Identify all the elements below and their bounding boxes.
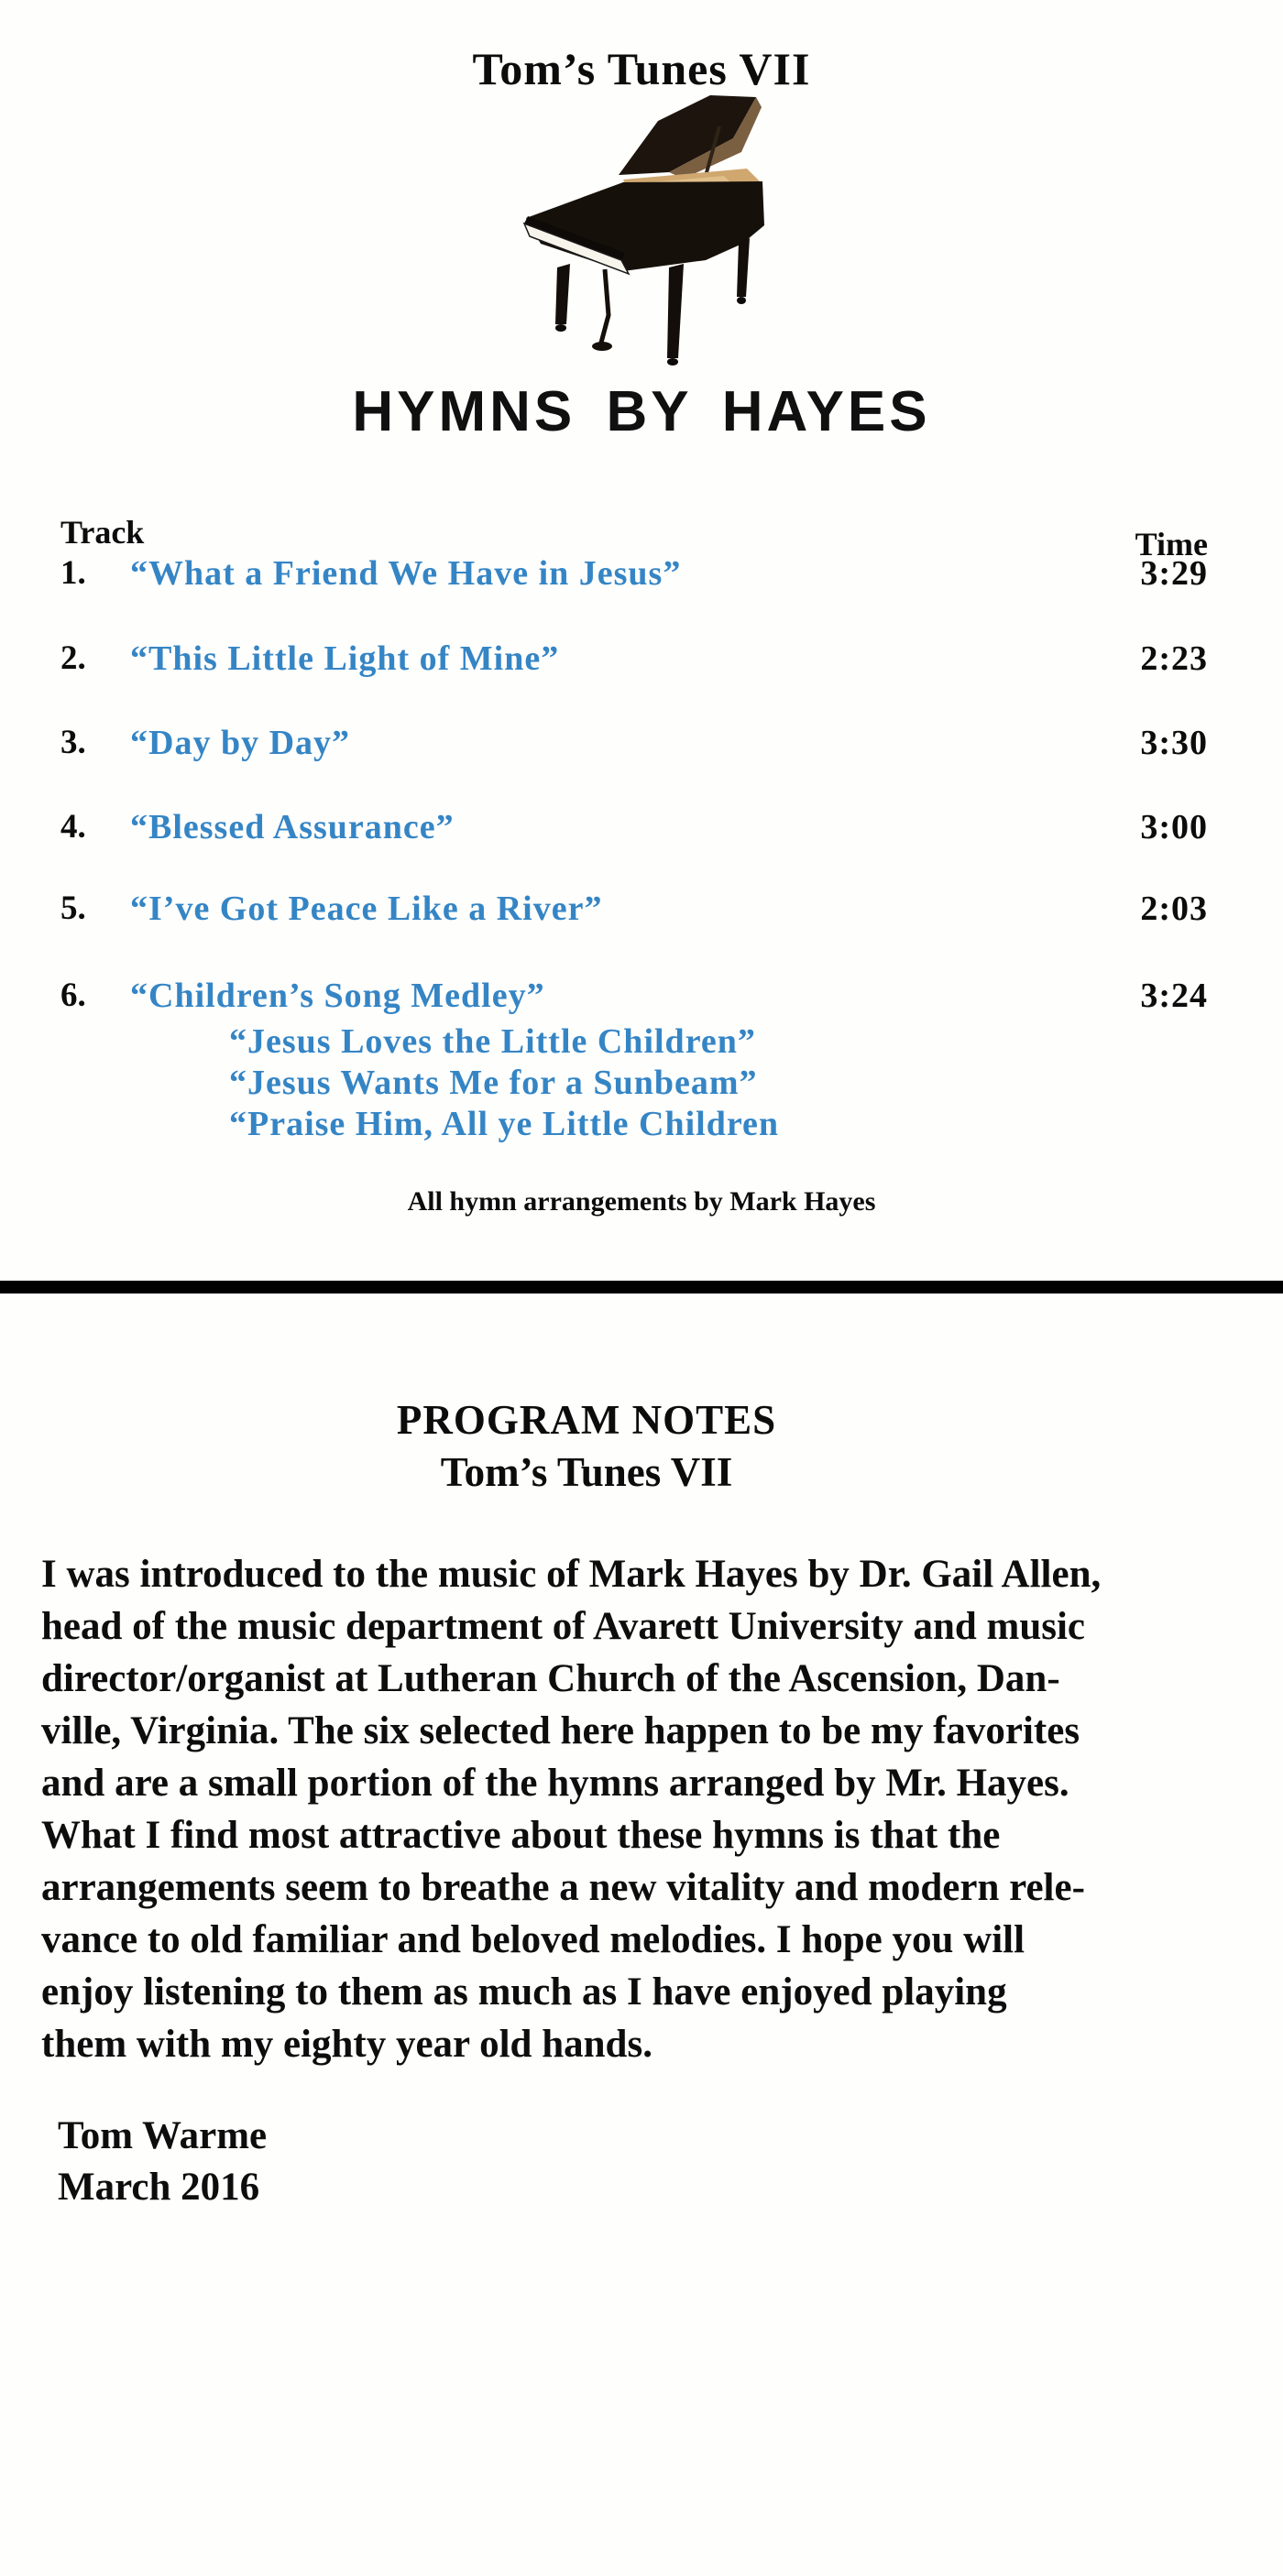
program-notes-subheading: Tom’s Tunes VII [440, 1449, 733, 1495]
track-number: 5. [60, 890, 86, 927]
signature-block [58, 2111, 267, 2213]
track-title: “Children’s Song Medley” [130, 977, 545, 1015]
medley-subline: “Praise Him, All ye Little Children [229, 1105, 780, 1143]
paragraph-line: What I find most attractive about these hymns is that the [41, 1814, 1001, 1857]
track-row [0, 553, 1283, 599]
paragraph-line: them with my eighty year old hands. [41, 2023, 652, 2066]
track-row [0, 807, 1283, 853]
medley-subline: “Jesus Wants Me for a Sunbeam” [229, 1064, 758, 1102]
track-title: “I’ve Got Peace Like a River” [130, 890, 603, 928]
track-column-header: Track [60, 514, 145, 551]
track-number: 3. [60, 724, 86, 761]
medley-subline: “Jesus Loves the Little Children” [229, 1022, 756, 1061]
paragraph-line: ville, Virginia. The six selected here happen to be my favorites [41, 1709, 1080, 1752]
main-title: HYMNS BY HAYES [352, 380, 931, 443]
track-title: “This Little Light of Mine” [130, 639, 560, 678]
paragraph-line: head of the music department of Avarett University and music [41, 1605, 1086, 1648]
signature-date: March 2016 [58, 2166, 260, 2209]
track-number: 2. [60, 639, 86, 677]
paragraph-line: enjoy listening to them as much as I have enjoyed playing [41, 1970, 1007, 2014]
paragraph-line: arrangements seem to breathe a new vitality and modern rele- [41, 1866, 1085, 1909]
program-notes-heading: PROGRAM NOTES [396, 1397, 777, 1443]
track-time: 2:23 [1140, 639, 1208, 678]
track-row [0, 976, 1283, 1021]
paragraph-line: vance to old familiar and beloved melodies. I hope you will [41, 1918, 1025, 1961]
track-row [0, 639, 1283, 684]
track-time: 2:03 [1140, 890, 1208, 928]
track-title: “What a Friend We Have in Jesus” [130, 554, 682, 593]
track-title: “Day by Day” [130, 724, 351, 762]
grand-piano-icon [513, 88, 788, 372]
track-number: 1. [60, 554, 86, 592]
time-column-header: Time [1135, 526, 1208, 562]
paragraph-line: and are a small portion of the hymns arranged by Mr. Hayes. [41, 1762, 1069, 1805]
arrangement-credit: All hymn arrangements by Mark Hayes [407, 1186, 876, 1217]
divider-bar [0, 1281, 1283, 1293]
paragraph-line: I was introduced to the music of Mark Hayes by Dr. Gail Allen, [41, 1553, 1102, 1596]
signature-name: Tom Warme [58, 2114, 268, 2157]
track-number: 4. [60, 808, 86, 846]
track-row [0, 889, 1283, 934]
paragraph-line: director/organist at Lutheran Church of the Ascension, Dan- [41, 1657, 1060, 1700]
program-notes-paragraph [41, 1548, 1101, 2070]
track-row [0, 723, 1283, 769]
track-time: 3:30 [1140, 724, 1208, 762]
track-time: 3:24 [1140, 977, 1208, 1015]
album-title: Tom’s Tunes VII [472, 43, 811, 94]
track-title: “Blessed Assurance” [130, 808, 455, 846]
track-time: 3:00 [1140, 808, 1208, 846]
track-number: 6. [60, 977, 86, 1014]
track-time: 3:29 [1140, 554, 1208, 593]
